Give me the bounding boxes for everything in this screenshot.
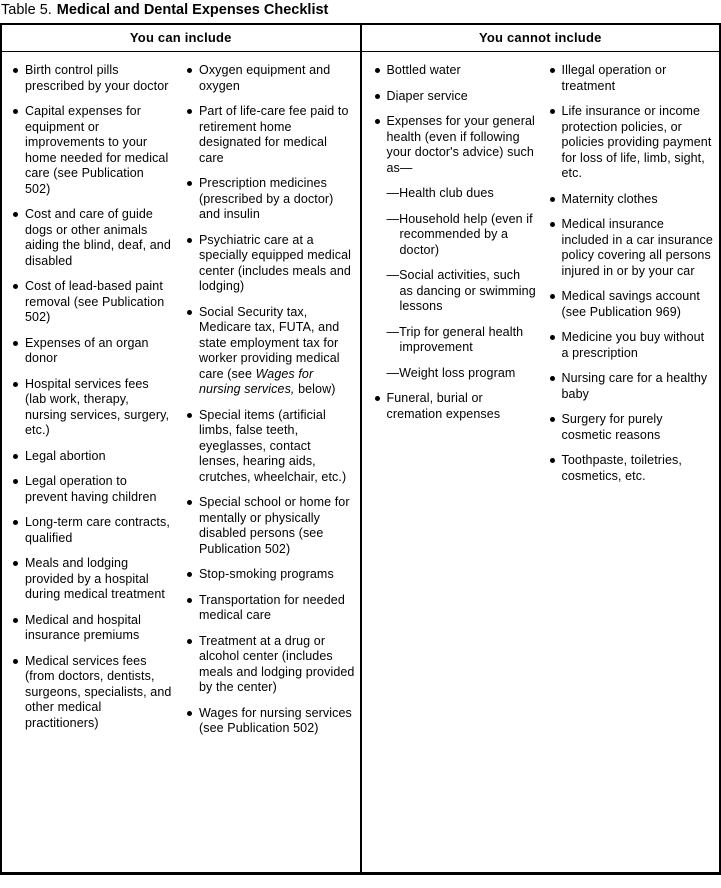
bullet-icon — [187, 711, 192, 716]
item-text: Cost of lead-based paint removal (see Publication 502) — [25, 279, 165, 324]
bullet-icon — [13, 520, 18, 525]
bullet-icon — [13, 68, 18, 73]
checklist-item — [549, 330, 715, 361]
bullet-icon — [187, 413, 192, 418]
checklist-item — [186, 63, 355, 94]
item-text: Social Security tax, Medicare tax, FUTA, and state employment tax for worker providing medical care (see Wages for nursing services, below) — [199, 304, 340, 396]
checklist-item — [186, 634, 355, 696]
item-text: Cost and care of guide dogs or other animals aiding the blind, deaf, and disabled — [25, 207, 171, 268]
bullet-icon — [550, 222, 555, 227]
item-text: Medical and hospital insurance premiums — [25, 612, 141, 642]
bullet-icon — [550, 68, 555, 73]
checklist-item — [12, 474, 172, 505]
body-cannot-include — [362, 52, 720, 872]
item-text: Funeral, burial or cremation expenses — [386, 391, 501, 421]
checklist-item — [186, 706, 355, 737]
checklist-item — [549, 104, 715, 182]
bullet-icon — [550, 294, 555, 299]
checklist-subitem — [374, 186, 537, 202]
checklist-subitem — [374, 268, 537, 315]
bullet-icon — [375, 119, 380, 124]
column-cannot-include-1 — [374, 63, 537, 872]
bullet-icon — [550, 109, 555, 114]
item-text: Part of life-care fee paid to retirement home designated for medical care — [199, 104, 349, 165]
item-text: Surgery for purely cosmetic reasons — [561, 412, 663, 442]
item-text: —Health club dues — [386, 186, 494, 200]
bullet-icon — [550, 458, 555, 463]
item-text: Maternity clothes — [561, 191, 658, 206]
item-text: Bottled water — [386, 63, 461, 77]
item-text: Psychiatric care at a specially equipped medical center (includes meals and lodging) — [199, 232, 351, 293]
bullet-icon — [13, 479, 18, 484]
checklist-item — [186, 104, 355, 166]
bullet-icon — [13, 618, 18, 623]
checklist-item — [186, 305, 355, 398]
checklist-item — [186, 495, 355, 557]
bullet-icon — [187, 310, 192, 315]
item-text: Medical services fees (from doctors, dentists, surgeons, specialists, and other medical practitioners) — [25, 653, 172, 730]
item-text: Illegal operation or treatment — [561, 63, 667, 93]
bullet-icon — [13, 109, 18, 114]
item-text: Stop-smoking programs — [199, 567, 334, 581]
item-text: Legal operation to prevent having children — [25, 474, 157, 504]
bullet-icon — [187, 181, 192, 186]
header-cannot-include: You cannot include — [362, 25, 720, 52]
bullet-icon — [550, 376, 555, 381]
bullet-icon — [550, 335, 555, 340]
checklist-item — [12, 63, 172, 94]
bullet-icon — [375, 396, 380, 401]
item-text: Life insurance or income protection policies, or policies providing payment for loss of life, limb, sight, etc. — [561, 104, 712, 180]
checklist-item — [374, 89, 537, 105]
checklist-item — [186, 408, 355, 486]
checklist-item — [12, 556, 172, 603]
bullet-icon — [550, 197, 555, 202]
item-text: Legal abortion — [25, 448, 106, 463]
item-text: Special items (artificial limbs, false teeth, eyeglasses, contact lenses, hearing aids, crutches, wheelchair, etc.) — [199, 407, 347, 484]
item-text: Hospital services fees (lab work, therapy, nursing services, surgery, etc.) — [25, 376, 170, 437]
table-number: Table 5. — [1, 2, 52, 18]
checklist-item — [374, 63, 537, 79]
checklist-item — [12, 515, 172, 546]
checklist-item — [12, 104, 172, 197]
checklist-subitem — [374, 325, 537, 356]
item-text: Toothpaste, toiletries, cosmetics, etc. — [561, 453, 682, 483]
item-text: Prescription medicines (prescribed by a doctor) and insulin — [199, 176, 334, 221]
item-text: Oxygen equipment and oxygen — [199, 63, 331, 93]
item-text: Medicine you buy without a prescription — [561, 330, 705, 360]
bullet-icon — [13, 561, 18, 566]
column-cannot-include-2 — [549, 63, 717, 872]
item-text: Long-term care contracts, qualified — [25, 515, 170, 545]
item-text: Expenses of an organ donor — [25, 335, 149, 365]
checklist-subitem — [374, 212, 537, 259]
item-text: Nursing care for a healthy baby — [561, 371, 708, 401]
item-text: Capital expenses for equipment or improvements to your home needed for medical care (see Publication 502) — [25, 104, 169, 196]
header-can-include: You can include — [2, 25, 360, 52]
bullet-icon — [13, 284, 18, 289]
checklist-item — [186, 176, 355, 223]
item-text: Expenses for your general health (even if following your doctor's advice) such as— — [386, 114, 535, 175]
checklist-item — [374, 391, 537, 422]
bullet-icon — [187, 639, 192, 644]
checklist-item — [549, 217, 715, 279]
item-text: —Social activities, such as dancing or swimming lessons — [386, 268, 536, 313]
bullet-icon — [375, 68, 380, 73]
checklist-item — [549, 63, 715, 94]
checklist-item — [549, 371, 715, 402]
checklist-item — [549, 289, 715, 320]
checklist-item — [12, 613, 172, 644]
checklist-item — [12, 449, 172, 465]
item-text: Diaper service — [386, 88, 468, 103]
bullet-icon — [187, 572, 192, 577]
item-text: Meals and lodging provided by a hospital during medical treatment — [25, 556, 165, 601]
column-can-include-2 — [186, 63, 357, 872]
checklist-item — [12, 336, 172, 367]
bullet-icon — [187, 238, 192, 243]
bullet-icon — [550, 417, 555, 422]
checklist-item — [549, 412, 715, 443]
checklist-table — [0, 23, 721, 875]
item-text: Medical savings account (see Publication 969) — [561, 289, 700, 319]
checklist-item — [12, 377, 172, 439]
checklist-item — [12, 654, 172, 732]
item-text: —Household help (even if recommended by a doctor) — [386, 211, 533, 257]
table-title-text: Medical and Dental Expenses Checklist — [56, 2, 329, 18]
bullet-icon — [187, 109, 192, 114]
bullet-icon — [187, 68, 192, 73]
checklist-item — [186, 567, 355, 583]
checklist-item — [549, 192, 715, 208]
checklist-item — [12, 279, 172, 326]
table-title — [0, 0, 721, 23]
section-cannot-include — [362, 25, 720, 872]
item-text: Birth control pills prescribed by your doctor — [25, 63, 169, 93]
checklist-item — [12, 207, 172, 269]
checklist-subitem — [374, 366, 537, 382]
bullet-icon — [187, 500, 192, 505]
item-text: —Weight loss program — [386, 365, 516, 380]
bullet-icon — [13, 212, 18, 217]
item-text: Treatment at a drug or alcohol center (includes meals and lodging provided by the center) — [199, 633, 355, 694]
item-text: Medical insurance included in a car insurance policy covering all persons injured in or by your car — [561, 217, 713, 278]
bullet-icon — [13, 454, 18, 459]
bullet-icon — [13, 659, 18, 664]
item-text: —Trip for general health improvement — [386, 324, 524, 354]
checklist-item — [186, 593, 355, 624]
column-can-include-1 — [12, 63, 172, 872]
item-text: Wages for nursing services (see Publication 502) — [199, 705, 352, 735]
body-can-include — [2, 52, 360, 872]
checklist-item — [186, 233, 355, 295]
bullet-icon — [13, 382, 18, 387]
item-text: Transportation for needed medical care — [199, 592, 345, 622]
bullet-icon — [187, 598, 192, 603]
checklist-item — [549, 453, 715, 484]
bullet-icon — [375, 94, 380, 99]
section-can-include — [2, 25, 362, 872]
bullet-icon — [13, 341, 18, 346]
checklist-item — [374, 114, 537, 176]
item-text: Special school or home for mentally or physically disabled persons (see Publication 502) — [199, 495, 350, 556]
